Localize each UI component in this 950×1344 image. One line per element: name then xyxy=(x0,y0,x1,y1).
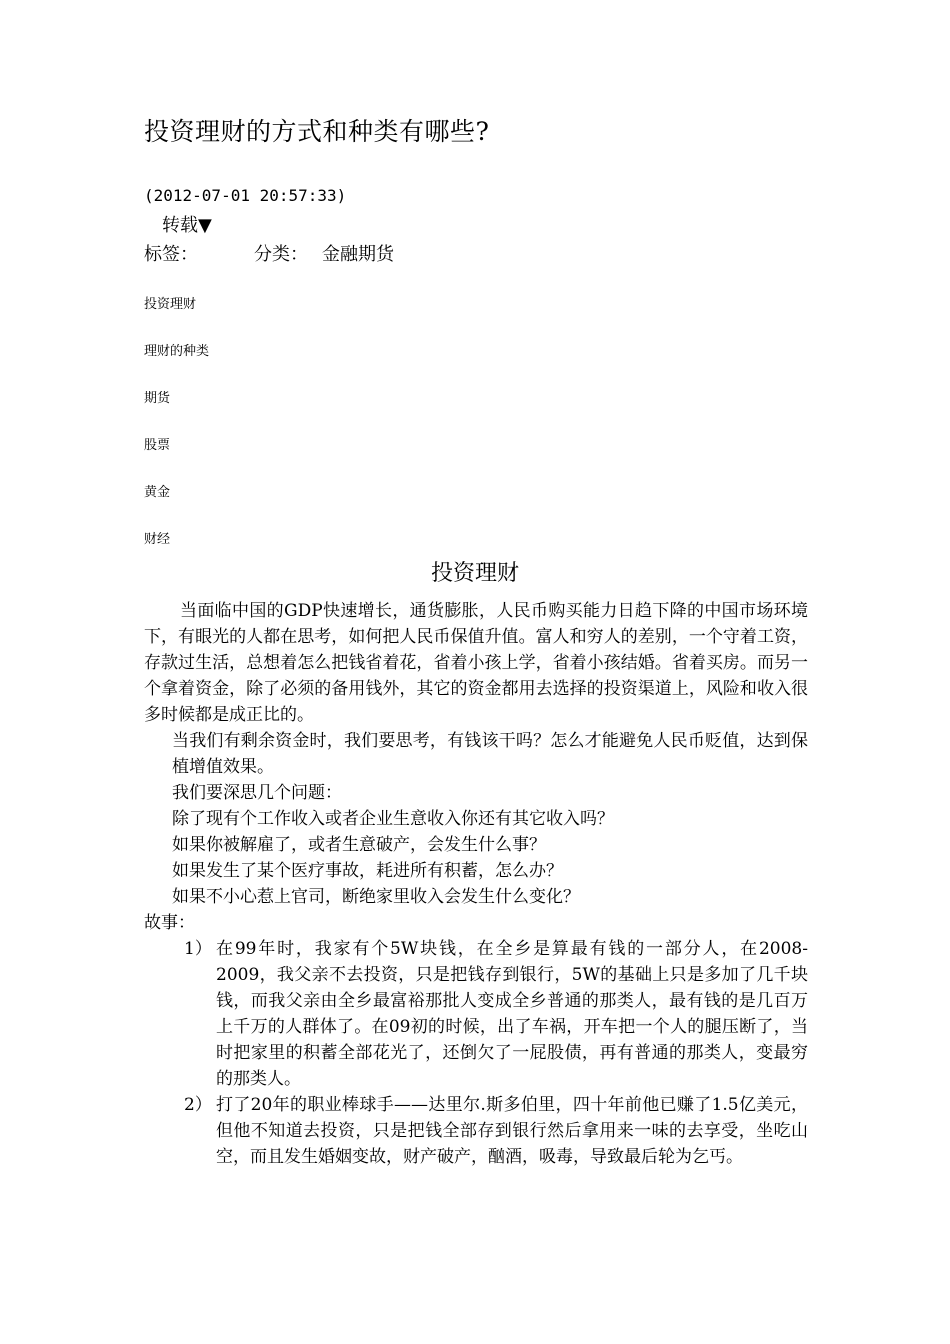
list-item xyxy=(144,936,808,1092)
list-text: 打了20年的职业棒球手——达里尔.斯多伯里，四十年前他已赚了1.5亿美元，但他不知道去投资，只是把钱全部存到银行然后拿用来一味的去享受，坐吃山空，而且发生婚姻变故，财产破产，酗酒，吸毒，导致最后轮为乞丐。 xyxy=(216,1095,808,1167)
category-link[interactable]: 金融期货 xyxy=(322,244,394,265)
list-number: 2） xyxy=(184,1095,212,1115)
paragraph: 当面临中国的GDP快速增长，通货膨胀，人民币购买能力日趋下降的中国市场环境下，有眼光的人都在思考，如何把人民币保值升值。富人和穷人的差别，一个守着工资，存款过生活，总想着怎么把钱省着花，省着小孩上学，省着小孩结婚。省着买房。而另一个拿着资金，除了必须的备用钱外，其它的资金都用去选择的投资渠道上，风险和收入很多时候都是成正比的。 xyxy=(144,601,808,725)
story-list xyxy=(144,936,808,1170)
tags-label: 标签： xyxy=(144,244,198,265)
article-heading: 投资理财 xyxy=(430,561,519,586)
question: 除了现有个工作收入或者企业生意收入你还有其它收入吗？ xyxy=(172,809,614,829)
tag-link[interactable]: 黄金 xyxy=(144,485,171,500)
paragraph: 我们要深思几个问题： xyxy=(172,783,342,803)
list-number: 1） xyxy=(184,939,212,959)
list-item xyxy=(144,1092,808,1170)
tag-link[interactable]: 期货 xyxy=(144,391,171,406)
question: 如果不小心惹上官司，断绝家里收入会发生什么变化？ xyxy=(172,887,580,907)
question: 如果发生了某个医疗事故，耗进所有积蓄，怎么办？ xyxy=(172,861,563,881)
category-label: 分类： xyxy=(254,244,308,265)
paragraph: 当我们有剩余资金时，我们要思考，有钱该干吗？怎么才能避免人民币贬值，达到保植增值效果。 xyxy=(172,731,808,777)
repost-toggle[interactable]: 转载▼ xyxy=(162,215,212,236)
tag-link[interactable]: 投资理财 xyxy=(144,297,197,312)
tag-link[interactable]: 理财的种类 xyxy=(144,344,210,359)
tag-link[interactable]: 股票 xyxy=(144,438,171,453)
article-body xyxy=(144,598,808,1170)
page-title: 投资理财的方式和种类有哪些? xyxy=(144,117,490,146)
story-label: 故事： xyxy=(144,913,195,933)
list-text: 在99年时，我家有个5W块钱，在全乡是算最有钱的一部分人，在2008-2009，我父亲不去投资，只是把钱存到银行，5W的基础上只是多加了几千块钱，而我父亲由全乡最富裕那批人变成全乡普通的那类人，最有钱的是几百万上千万的人群体了。在09初的时候，出了车祸，开车把一个人的腿压断了，当时把家里的积蓄全部花光了，还倒欠了一屁股债，再有普通的那类人，变最穷的那类人。 xyxy=(216,939,808,1089)
post-date: (2012-07-01 20:57:33) xyxy=(144,186,347,205)
meta-row xyxy=(144,240,394,266)
question: 如果你被解雇了，或者生意破产，会发生什么事？ xyxy=(172,835,546,855)
tag-link[interactable]: 财经 xyxy=(144,532,171,547)
